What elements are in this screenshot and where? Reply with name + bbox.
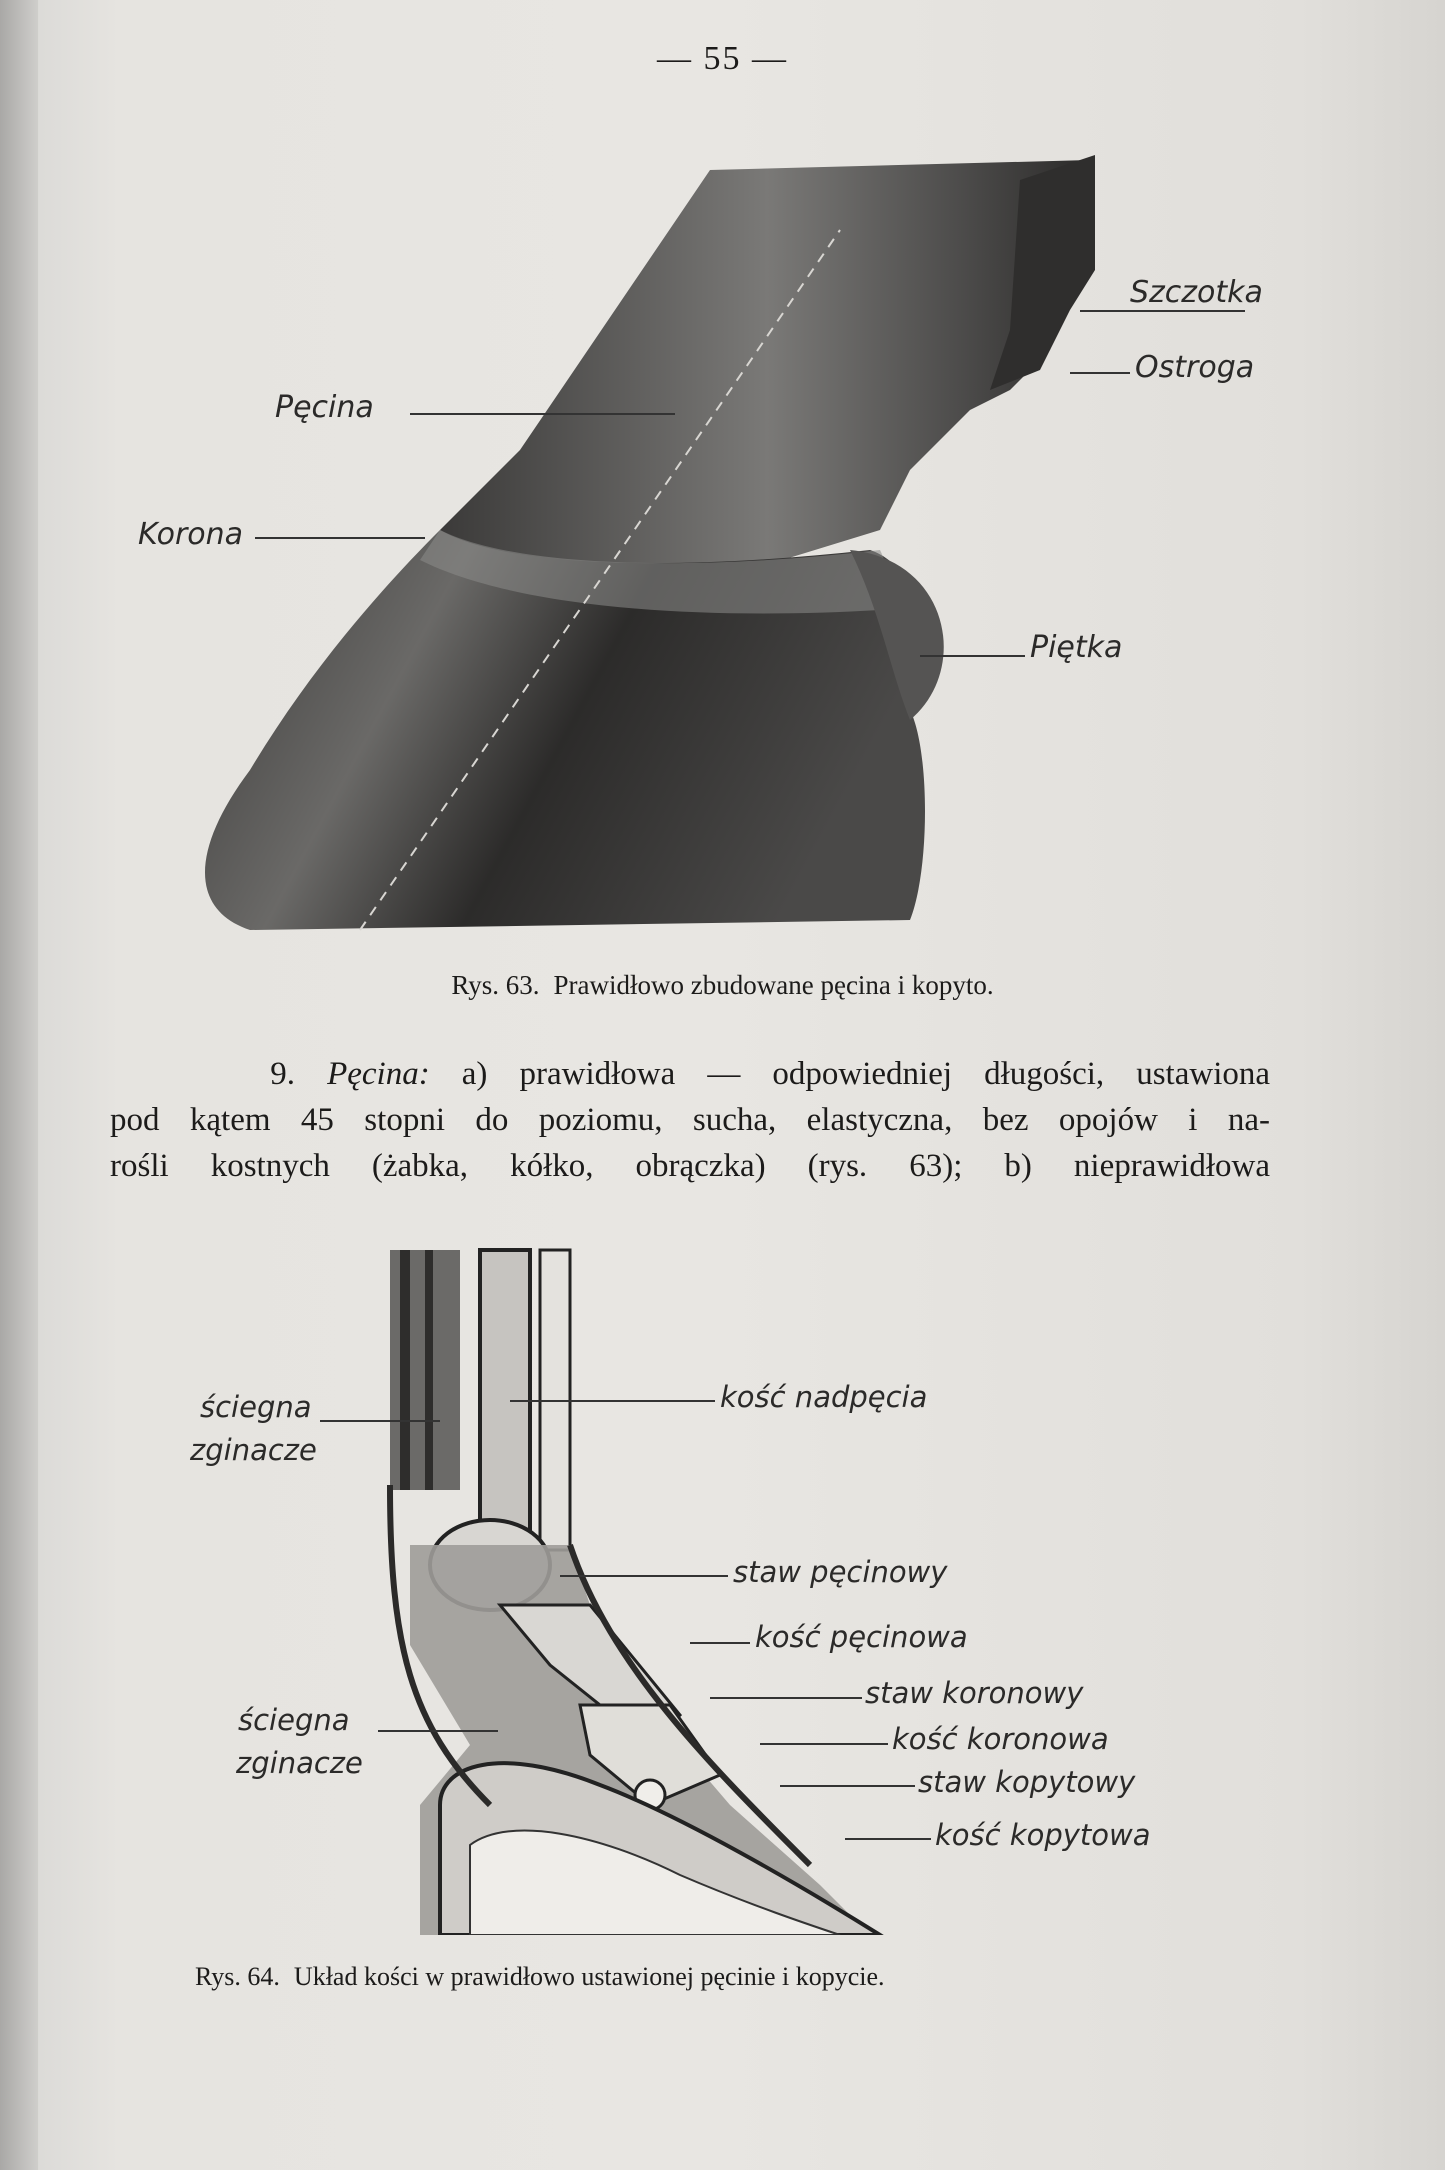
figure-64-bone-diagram bbox=[350, 1245, 910, 1935]
paragraph-line-1 bbox=[110, 1052, 1270, 1098]
leader-korona bbox=[255, 537, 425, 539]
leader-sciegna-upper bbox=[320, 1420, 440, 1422]
figure-63-caption bbox=[0, 970, 1445, 1001]
figure-64-caption-number: Rys. 64. bbox=[195, 1962, 280, 1991]
leader-staw-kopytowy bbox=[780, 1785, 915, 1787]
label-kosc-pecinowa: kość pęcinowa bbox=[755, 1620, 968, 1654]
figure-64-caption-text: Układ kości w prawidłowo ustawionej pęcinie i kopycie. bbox=[293, 1962, 885, 1991]
leader-staw-pecinowy bbox=[560, 1575, 728, 1577]
body-paragraph bbox=[110, 1052, 1270, 1190]
leader-kosc-pecinowa bbox=[690, 1642, 750, 1644]
label-szczotka: Szczotka bbox=[1130, 275, 1263, 310]
figure-64-caption bbox=[195, 1962, 1195, 1992]
label-sciegna-lower-line2: zginacze bbox=[236, 1746, 363, 1780]
label-kosc-koronowa: kość koronowa bbox=[892, 1722, 1109, 1756]
label-sciegna-lower-line1: ściegna bbox=[238, 1703, 350, 1737]
leader-ostroga bbox=[1070, 372, 1130, 374]
paragraph-number: 9. bbox=[270, 1056, 296, 1092]
leader-pietka bbox=[920, 655, 1025, 657]
label-staw-koronowy: staw koronowy bbox=[865, 1676, 1084, 1710]
figure-63-caption-text: Prawidłowo zbudowane pęcina i kopyto. bbox=[553, 970, 994, 1000]
label-staw-kopytowy: staw kopytowy bbox=[918, 1765, 1136, 1799]
leader-kosc-nadpecia bbox=[510, 1400, 715, 1402]
figure-63-hoof-illustration bbox=[190, 150, 1110, 940]
label-korona: Korona bbox=[138, 517, 244, 552]
figure-63-caption-number: Rys. 63. bbox=[451, 970, 540, 1000]
leader-kosc-koronowa bbox=[760, 1743, 888, 1745]
label-pecina: Pęcina bbox=[275, 390, 374, 425]
label-kosc-nadpecia: kość nadpęcia bbox=[720, 1380, 928, 1414]
label-ostroga: Ostroga bbox=[1135, 350, 1255, 385]
leader-szczotka bbox=[1080, 310, 1245, 312]
leader-staw-koronowy bbox=[710, 1697, 862, 1699]
paragraph-term: Pęcina: bbox=[327, 1056, 430, 1092]
label-sciegna-upper-line1: ściegna bbox=[200, 1390, 312, 1424]
label-sciegna-upper-line2: zginacze bbox=[190, 1433, 317, 1467]
leader-pecina bbox=[410, 413, 675, 415]
paragraph-line-2: pod kątem 45 stopni do poziomu, sucha, elastyczna, bez opojów i na- bbox=[110, 1102, 1270, 1138]
paragraph-line-3: rośli kostnych (żabka, kółko, obrączka) (rys. 63); b) nieprawidłowa bbox=[110, 1148, 1270, 1184]
page-number: — 55 — bbox=[657, 40, 788, 77]
book-spine bbox=[0, 0, 38, 2170]
label-kosc-kopytowa: kość kopytowa bbox=[935, 1818, 1151, 1852]
label-pietka: Piętka bbox=[1030, 630, 1123, 665]
paragraph-line-1-rest: a) prawidłowa — odpowiedniej długości, ustawiona bbox=[461, 1056, 1271, 1092]
leader-sciegna-lower bbox=[378, 1730, 498, 1732]
label-staw-pecinowy: staw pęcinowy bbox=[733, 1555, 948, 1589]
leader-kosc-kopytowa bbox=[845, 1838, 931, 1840]
